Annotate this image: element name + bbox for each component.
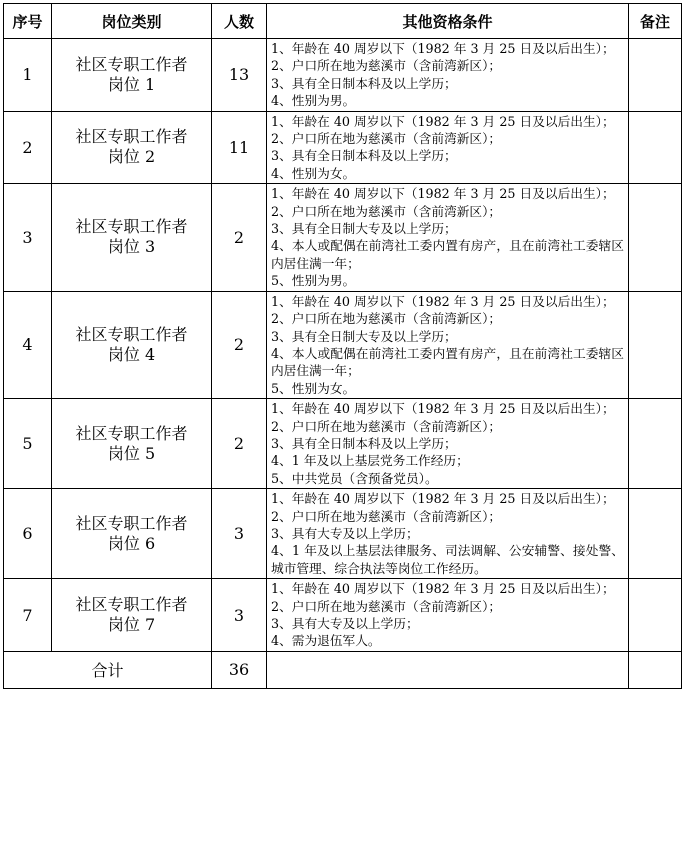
row-notes xyxy=(629,399,682,489)
row-headcount: 3 xyxy=(212,489,267,579)
condition-item: 3、具有全日制本科及以上学历； xyxy=(271,148,457,164)
condition-item: 4、本人或配偶在前湾社工委内置有房产，且在前湾社工委辖区内居住满一年； xyxy=(271,345,624,379)
row-index: 3 xyxy=(4,184,52,291)
row-headcount: 3 xyxy=(212,579,267,652)
table-row xyxy=(4,291,682,398)
row-position-type xyxy=(52,39,212,112)
row-notes xyxy=(629,291,682,398)
row-headcount: 2 xyxy=(212,184,267,291)
row-position-type xyxy=(52,489,212,579)
position-type-text: 岗位 4 xyxy=(107,344,156,364)
condition-item: 4、性别为男。 xyxy=(271,93,356,109)
header-index: 序号 xyxy=(4,4,52,39)
condition-item: 2、户口所在地为慈溪市（含前湾新区）； xyxy=(271,131,502,147)
row-notes xyxy=(629,39,682,112)
position-type-text: 岗位 7 xyxy=(107,615,156,634)
position-type-text: 岗位 3 xyxy=(107,237,156,257)
row-position-type xyxy=(52,184,212,291)
header-count: 人数 xyxy=(212,4,267,39)
row-notes xyxy=(629,579,682,652)
condition-item: 4、性别为女。 xyxy=(271,165,356,181)
row-conditions xyxy=(267,579,629,652)
row-headcount: 2 xyxy=(212,291,267,398)
total-row xyxy=(4,651,682,688)
condition-item: 1、年龄在 40 周岁以下（1982 年 3 月 25 日及以后出生）； xyxy=(271,113,615,129)
condition-item: 1、年龄在 40 周岁以下（1982 年 3 月 25 日及以后出生）； xyxy=(271,293,615,309)
table-row xyxy=(4,111,682,184)
row-conditions xyxy=(267,111,629,184)
total-notes xyxy=(629,651,682,688)
header-type: 岗位类别 xyxy=(52,4,212,39)
condition-item: 5、中共党员（含预备党员）。 xyxy=(271,470,438,486)
position-type-text: 社区专职工作者 xyxy=(75,54,188,74)
position-type-text: 社区专职工作者 xyxy=(75,127,188,147)
row-conditions xyxy=(267,489,629,579)
position-type-text: 岗位 1 xyxy=(107,74,156,94)
condition-item: 3、具有全日制大专及以上学历； xyxy=(271,328,457,344)
row-notes xyxy=(629,111,682,184)
total-label: 合计 xyxy=(4,651,212,688)
condition-item: 2、户口所在地为慈溪市（含前湾新区）； xyxy=(271,418,502,434)
condition-item: 1、年龄在 40 周岁以下（1982 年 3 月 25 日及以后出生）； xyxy=(271,186,615,202)
recruitment-table xyxy=(3,3,682,689)
row-headcount: 13 xyxy=(212,39,267,112)
row-conditions xyxy=(267,39,629,112)
position-type-text: 社区专职工作者 xyxy=(75,513,188,533)
row-index: 4 xyxy=(4,291,52,398)
row-headcount: 2 xyxy=(212,399,267,489)
condition-item: 1、年龄在 40 周岁以下（1982 年 3 月 25 日及以后出生）； xyxy=(271,401,615,417)
row-position-type xyxy=(52,399,212,489)
header-notes: 备注 xyxy=(629,4,682,39)
header-conditions: 其他资格条件 xyxy=(267,4,629,39)
condition-item: 5、性别为女。 xyxy=(271,380,356,396)
header-row xyxy=(4,4,682,39)
condition-item: 4、1 年及以上基层法律服务、司法调解、公安辅警、接处警、城市管理、综合执法等岗位工作经历。 xyxy=(271,543,624,576)
row-position-type xyxy=(52,111,212,184)
condition-item: 4、本人或配偶在前湾社工委内置有房产，且在前湾社工委辖区内居住满一年； xyxy=(271,238,624,271)
table-row xyxy=(4,489,682,579)
row-notes xyxy=(629,184,682,291)
row-conditions xyxy=(267,184,629,291)
row-index: 1 xyxy=(4,39,52,112)
row-index: 6 xyxy=(4,489,52,579)
condition-item: 4、需为退伍军人。 xyxy=(271,633,381,649)
position-type-text: 岗位 2 xyxy=(107,147,156,167)
condition-item: 3、具有全日制大专及以上学历； xyxy=(271,221,457,237)
condition-item: 1、年龄在 40 周岁以下（1982 年 3 月 25 日及以后出生）； xyxy=(271,581,615,597)
condition-item: 3、具有大专及以上学历； xyxy=(271,525,419,541)
position-type-text: 岗位 6 xyxy=(107,533,156,553)
table-body xyxy=(4,39,682,652)
row-position-type xyxy=(52,291,212,398)
condition-item: 2、户口所在地为慈溪市（含前湾新区）； xyxy=(271,58,502,74)
condition-item: 3、具有大专及以上学历； xyxy=(271,616,419,631)
condition-item: 2、户口所在地为慈溪市（含前湾新区）； xyxy=(271,598,502,614)
condition-item: 1、年龄在 40 周岁以下（1982 年 3 月 25 日及以后出生）； xyxy=(271,41,615,56)
row-conditions xyxy=(267,291,629,398)
table-row xyxy=(4,399,682,489)
row-headcount: 11 xyxy=(212,111,267,184)
condition-item: 3、具有全日制本科及以上学历； xyxy=(271,435,457,451)
table-row xyxy=(4,39,682,112)
condition-item: 2、户口所在地为慈溪市（含前湾新区）； xyxy=(271,311,502,327)
condition-item: 2、户口所在地为慈溪市（含前湾新区）； xyxy=(271,508,502,524)
row-index: 7 xyxy=(4,579,52,652)
row-notes xyxy=(629,489,682,579)
condition-item: 3、具有全日制本科及以上学历； xyxy=(271,75,457,91)
table-row xyxy=(4,184,682,291)
row-index: 5 xyxy=(4,399,52,489)
position-type-text: 社区专职工作者 xyxy=(75,423,188,443)
position-type-text: 社区专职工作者 xyxy=(75,595,188,614)
condition-item: 2、户口所在地为慈溪市（含前湾新区）； xyxy=(271,203,502,219)
position-type-text: 社区专职工作者 xyxy=(75,217,188,237)
row-index: 2 xyxy=(4,111,52,184)
total-conditions xyxy=(267,651,629,688)
total-count: 36 xyxy=(212,651,267,688)
condition-item: 4、1 年及以上基层党务工作经历； xyxy=(271,453,469,469)
table-row xyxy=(4,579,682,652)
row-conditions xyxy=(267,399,629,489)
condition-item: 1、年龄在 40 周岁以下（1982 年 3 月 25 日及以后出生）； xyxy=(271,491,615,507)
position-type-text: 岗位 5 xyxy=(107,443,156,463)
position-type-text: 社区专职工作者 xyxy=(75,324,188,344)
condition-item: 5、性别为男。 xyxy=(271,273,356,289)
row-position-type xyxy=(52,579,212,652)
